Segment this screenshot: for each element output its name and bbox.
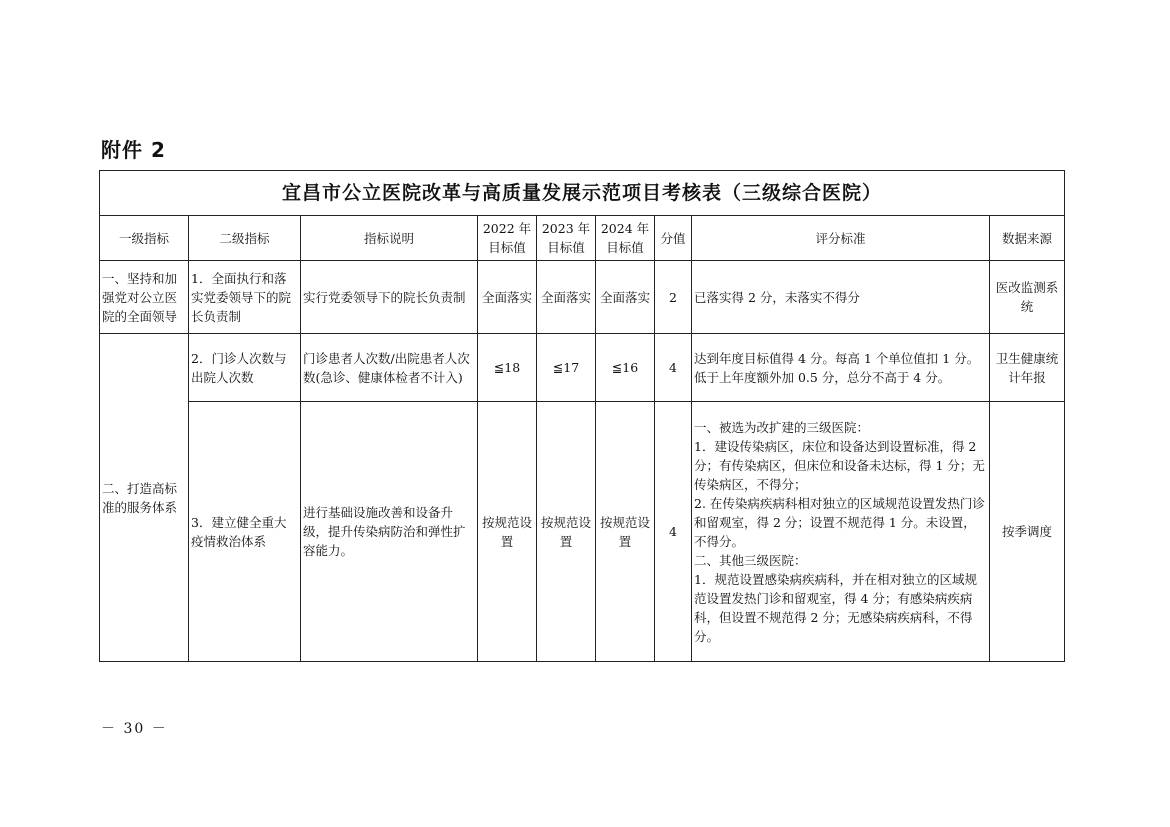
level2-cell: 1．全面执行和落实党委领导下的院长负责制 — [189, 261, 301, 334]
page-number: － 30 － — [101, 721, 168, 737]
target-2023-cell: 按规范设置 — [537, 402, 596, 662]
criteria-line: 1．规范设置感染病疾病科，并在相对独立的区域规范设置发热门诊和留观室，得 4 分；有感染病疾病科，但设置不规范得 2 分；无感染病疾病科，不得分。 — [694, 571, 977, 644]
level2-cell: 3．建立健全重大疫情救治体系 — [189, 402, 301, 662]
title-row — [100, 171, 1065, 216]
attachment-label: 附件 2 — [101, 138, 166, 162]
header-target-2024: 2024 年目标值 — [596, 216, 655, 261]
header-level1: 一级指标 — [100, 216, 189, 261]
target-2022-cell: 全面落实 — [478, 261, 537, 334]
table-row — [100, 261, 1065, 334]
level1-cell: 二、打造高标准的服务体系 — [100, 334, 189, 662]
target-2024-cell: 按规范设置 — [596, 402, 655, 662]
description-cell: 进行基础设施改善和设备升级，提升传染病防治和弹性扩容能力。 — [301, 402, 478, 662]
target-2022-cell: ≦18 — [478, 334, 537, 402]
header-description: 指标说明 — [301, 216, 478, 261]
table-title: 宜昌市公立医院改革与高质量发展示范项目考核表（三级综合医院） — [100, 171, 1065, 216]
criteria-cell — [692, 402, 990, 662]
header-criteria: 评分标准 — [692, 216, 990, 261]
target-2023-cell: 全面落实 — [537, 261, 596, 334]
assessment-table — [99, 170, 1065, 662]
target-2024-cell: ≦16 — [596, 334, 655, 402]
level1-cell: 一、坚持和加强党对公立医院的全面领导 — [100, 261, 189, 334]
score-cell: 4 — [655, 402, 692, 662]
header-target-2022: 2022 年目标值 — [478, 216, 537, 261]
header-source: 数据来源 — [990, 216, 1065, 261]
criteria-cell: 已落实得 2 分，未落实不得分 — [692, 261, 990, 334]
header-score: 分值 — [655, 216, 692, 261]
source-cell: 医改监测系统 — [990, 261, 1065, 334]
description-cell: 门诊患者人次数/出院患者人次数(急诊、健康体检者不计入) — [301, 334, 478, 402]
target-2023-cell: ≦17 — [537, 334, 596, 402]
criteria-line: 二、其他三级医院： — [694, 552, 807, 568]
table-row — [100, 334, 1065, 402]
source-cell: 按季调度 — [990, 402, 1065, 662]
criteria-line: 2. 在传染病疾病科相对独立的区域规范设置发热门诊和留观室，得 2 分；设置不规范得 1 分。未设置，不得分。 — [694, 495, 985, 549]
header-level2: 二级指标 — [189, 216, 301, 261]
score-cell: 2 — [655, 261, 692, 334]
header-target-2023: 2023 年目标值 — [537, 216, 596, 261]
level2-cell: 2．门诊人次数与出院人次数 — [189, 334, 301, 402]
criteria-cell: 达到年度目标值得 4 分。每高 1 个单位值扣 1 分。低于上年度额外加 0.5 分，总分不高于 4 分。 — [692, 334, 990, 402]
target-2022-cell: 按规范设置 — [478, 402, 537, 662]
description-cell: 实行党委领导下的院长负责制 — [301, 261, 478, 334]
source-cell: 卫生健康统计年报 — [990, 334, 1065, 402]
header-row — [100, 216, 1065, 261]
criteria-line: 一、被选为改扩建的三级医院： — [694, 419, 870, 435]
score-cell: 4 — [655, 334, 692, 402]
criteria-line: 1．建设传染病区，床位和设备达到设置标准，得 2 分；有传染病区，但床位和设备未达标，得 1 分；无传染病区，不得分； — [694, 438, 985, 492]
table-row — [100, 402, 1065, 662]
target-2024-cell: 全面落实 — [596, 261, 655, 334]
